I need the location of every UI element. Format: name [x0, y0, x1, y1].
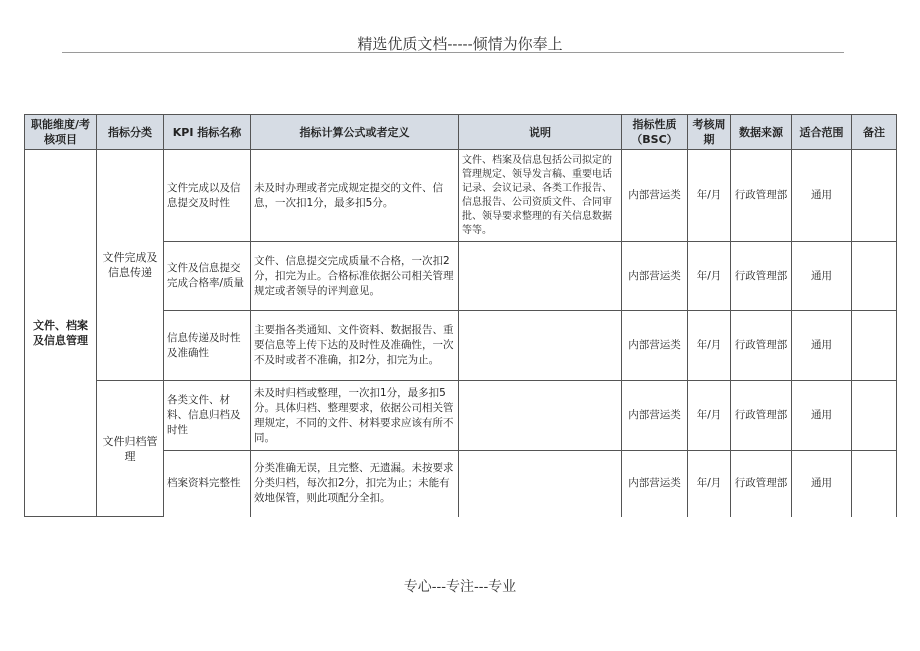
kpi-name-cell: 文件及信息提交完成合格率/质量 — [164, 242, 251, 311]
category-cell: 文件完成及信息传递 — [97, 150, 164, 381]
kpi-name-cell: 各类文件、材料、信息归档及时性 — [164, 381, 251, 451]
dimension-cell: 文件、档案及信息管理 — [25, 150, 97, 517]
source-cell: 行政管理部 — [731, 150, 792, 242]
note-cell — [459, 451, 622, 517]
col-header: 数据来源 — [731, 115, 792, 150]
formula-cell: 主要指各类通知、文件资料、数据报告、重要信息等上传下达的及时性及准确性，一次不及时或者不准确，扣2分，扣完为止。 — [251, 311, 459, 381]
remark-cell — [852, 311, 897, 381]
table-header-row — [25, 115, 897, 150]
period-cell: 年/月 — [688, 381, 731, 451]
nature-cell: 内部营运类 — [622, 150, 688, 242]
source-cell: 行政管理部 — [731, 451, 792, 517]
source-cell: 行政管理部 — [731, 381, 792, 451]
remark-cell — [852, 242, 897, 311]
scope-cell: 通用 — [792, 242, 852, 311]
note-cell: 文件、档案及信息包括公司拟定的管理规定、领导发言稿、重要电话记录、会议记录、各类工作报告、信息报告、公司资质文件、合同审批、领导要求整理的有关信息数据等等。 — [459, 150, 622, 242]
nature-cell: 内部营运类 — [622, 451, 688, 517]
table-row — [25, 150, 897, 242]
scope-cell: 通用 — [792, 381, 852, 451]
period-cell: 年/月 — [688, 150, 731, 242]
col-header: 说明 — [459, 115, 622, 150]
page-footer: 专心---专注---专业 — [403, 579, 517, 595]
remark-cell — [852, 150, 897, 242]
note-cell — [459, 242, 622, 311]
period-cell: 年/月 — [688, 451, 731, 517]
period-cell: 年/月 — [688, 242, 731, 311]
col-header: 职能维度/考核项目 — [25, 115, 97, 150]
nature-cell: 内部营运类 — [622, 381, 688, 451]
source-cell: 行政管理部 — [731, 242, 792, 311]
kpi-name-cell: 档案资料完整性 — [164, 451, 251, 517]
period-cell: 年/月 — [688, 311, 731, 381]
formula-cell: 未及时归档或整理，一次扣1分，最多扣5分。具体归档、整理要求，依据公司相关管理规定，不同的文件、材料要求应该有所不同。 — [251, 381, 459, 451]
col-header: KPI 指标名称 — [164, 115, 251, 150]
formula-cell: 文件、信息提交完成质量不合格，一次扣2分，扣完为止。合格标准依据公司相关管理规定或者领导的评判意见。 — [251, 242, 459, 311]
remark-cell — [852, 451, 897, 517]
note-cell — [459, 311, 622, 381]
col-header: 指标性质（BSC） — [622, 115, 688, 150]
kpi-name-cell: 信息传递及时性及准确性 — [164, 311, 251, 381]
header-divider — [62, 52, 844, 53]
kpi-name-cell: 文件完成以及信息提交及时性 — [164, 150, 251, 242]
page-header: 精选优质文档-----倾情为你奉上 — [357, 35, 563, 53]
kpi-table — [24, 114, 897, 517]
category-cell: 文件归档管理 — [97, 381, 164, 517]
col-header: 指标计算公式或者定义 — [251, 115, 459, 150]
remark-cell — [852, 381, 897, 451]
scope-cell: 通用 — [792, 311, 852, 381]
note-cell — [459, 381, 622, 451]
col-header: 适合范围 — [792, 115, 852, 150]
nature-cell: 内部营运类 — [622, 242, 688, 311]
table-row — [25, 381, 897, 451]
nature-cell: 内部营运类 — [622, 311, 688, 381]
col-header: 指标分类 — [97, 115, 164, 150]
formula-cell: 未及时办理或者完成规定提交的文件、信息，一次扣1分，最多扣5分。 — [251, 150, 459, 242]
col-header: 考核周期 — [688, 115, 731, 150]
scope-cell: 通用 — [792, 451, 852, 517]
col-header: 备注 — [852, 115, 897, 150]
source-cell: 行政管理部 — [731, 311, 792, 381]
formula-cell: 分类准确无误，且完整、无遗漏。未按要求分类归档，每次扣2分，扣完为止；未能有效地保管，则此项配分全扣。 — [251, 451, 459, 517]
scope-cell: 通用 — [792, 150, 852, 242]
